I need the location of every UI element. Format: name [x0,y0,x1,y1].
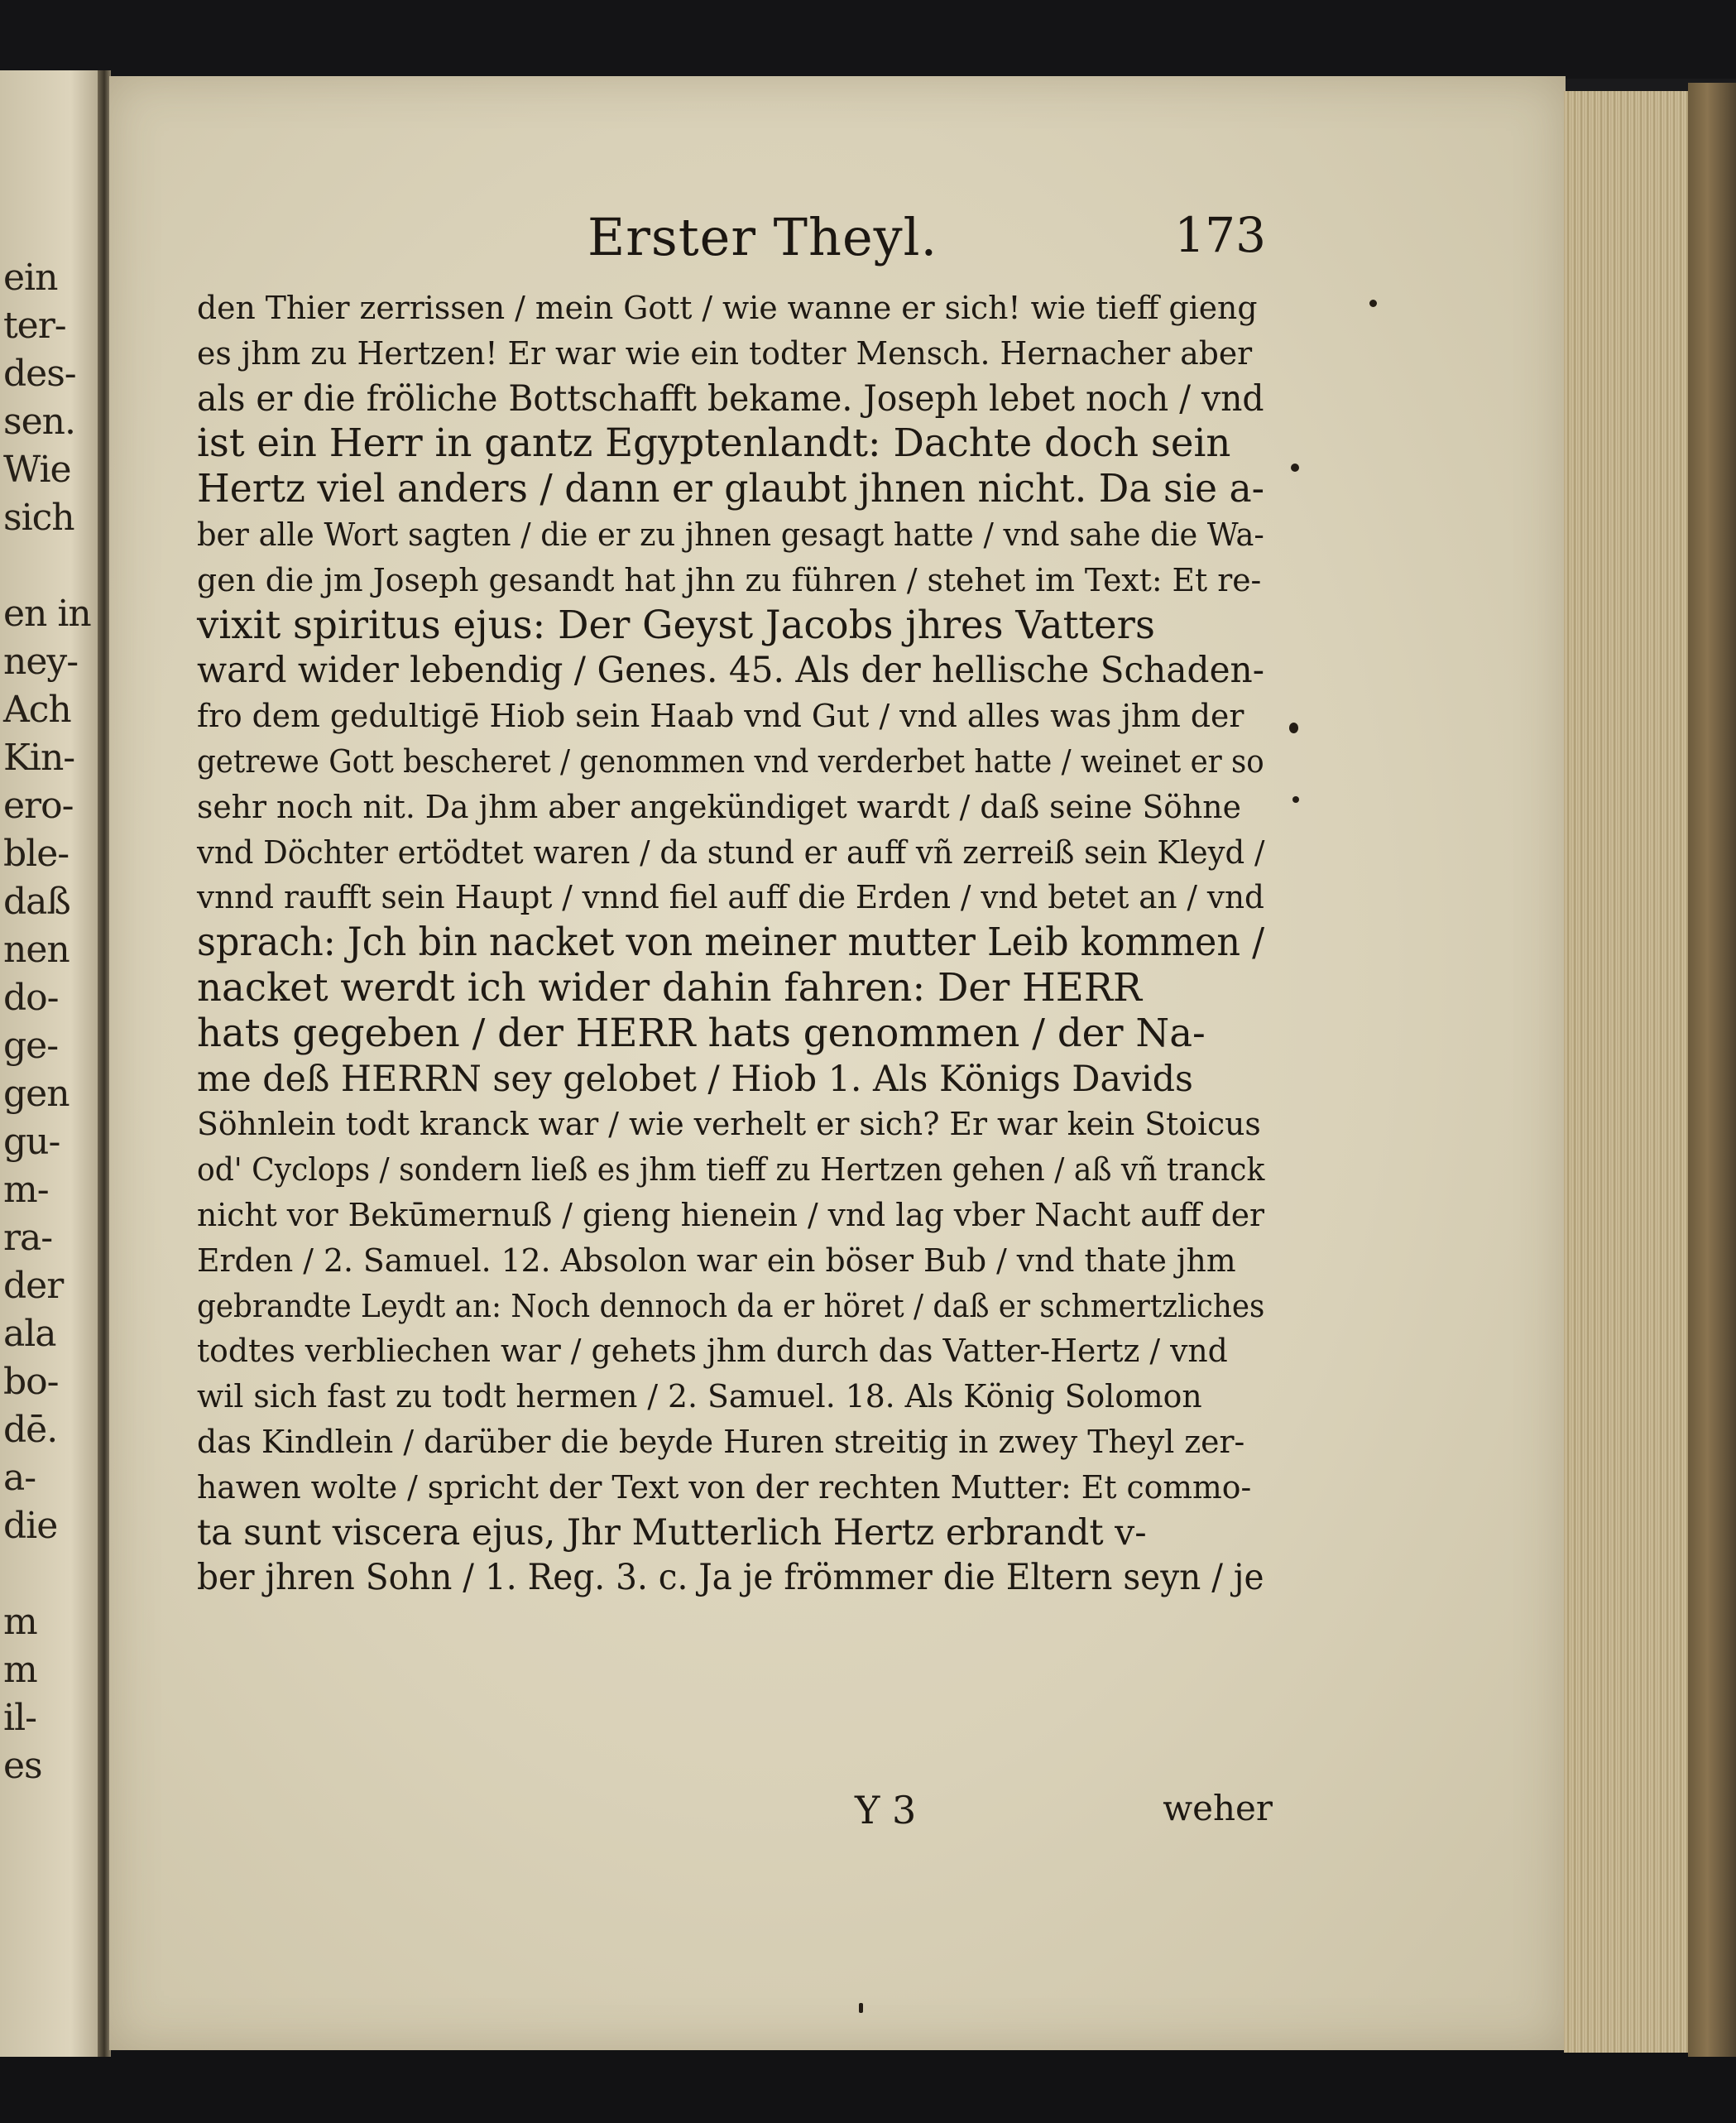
text-line: od' Cyclops / sondern ließ es jhm tieff zu Hertzen gehen / aß vñ tranck [197,1151,1265,1189]
margin-line: ge- [3,1025,59,1067]
page-header [199,207,1266,273]
page-number: 173 [1174,207,1266,263]
page-footer [197,1788,1273,1846]
margin-line: m- [3,1169,49,1211]
ink-speck [1289,723,1298,733]
text-line: gebrandte Leydt an: Noch dennoch da er höret / daß er schmertzliches [197,1287,1265,1324]
text-line: ber jhren Sohn / 1. Reg. 3. c. Ja je frömmer die Eltern seyn / je [197,1557,1264,1599]
text-line: Erden / 2. Samuel. 12. Absolon war ein böser Bub / vnd thate jhm [197,1242,1236,1279]
ink-speck [1369,300,1377,307]
margin-line: dē. [3,1409,58,1451]
margin-line: gen [3,1073,70,1115]
page-body [197,286,1273,1601]
margin-line: do- [3,977,59,1019]
margin-line: ero- [3,785,74,827]
margin-line: Ach [3,689,71,731]
margin-line: ein [3,257,58,299]
text-line: gen die jm Joseph gesandt hat jhn zu führen / stehet im Text: Et re- [197,561,1262,598]
text-line: hawen wolte / spricht der Text von der rechten Mutter: Et commo- [197,1468,1252,1506]
text-line: fro dem gedultigē Hiob sein Haab vnd Gut / vnd alles was jhm der [197,698,1244,735]
page-edges [1564,91,1688,2053]
margin-line: m [3,1601,37,1643]
signature-mark: Y 3 [855,1788,917,1832]
text-line: sprach: Jch bin nacket von meiner mutter Leib kommen / [197,920,1265,966]
margin-line: en in [3,593,91,635]
text-line: getrewe Gott bescheret / genommen vnd verderbet hatte / weinet er so [197,742,1264,780]
margin-line: des- [3,353,76,395]
text-line: hats gegeben / der HERR hats genommen / der Na- [197,1010,1206,1056]
margin-line: es [3,1745,42,1787]
margin-line: bo- [3,1361,59,1403]
ink-speck [1291,464,1299,472]
text-line: sehr noch nit. Da jhm aber angekündiget wardt / daß seine Söhne [197,788,1241,825]
margin-line: nen [3,929,70,971]
text-line: vnd Döchter ertödtet waren / da stund er auff vñ zerreiß sein Kleyd / [197,833,1265,871]
text-line: vnnd raufft sein Haupt / vnnd fiel auff die Erden / vnd betet an / vnd [197,879,1264,916]
text-line: ist ein Herr in gantz Egyptenlandt: Dachte doch sein [197,420,1231,467]
text-line: als er die fröliche Bottschafft bekame. Joseph lebet noch / vnd [197,377,1264,420]
previous-page-fragment [0,70,101,2057]
margin-line: ra- [3,1217,53,1259]
text-line: ward wider lebendig / Genes. 45. Als der hellische Schaden- [197,650,1264,692]
margin-line: m [3,1649,37,1691]
top-background [0,0,1736,79]
margin-line: ter- [3,305,66,347]
margin-line: daß [3,881,70,923]
margin-line: ala [3,1313,56,1355]
ink-speck [859,2003,863,2013]
text-line: es jhm zu Hertzen! Er war wie ein todter Mensch. Hernacher aber [197,334,1253,372]
margin-line: ney- [3,641,79,683]
bottom-background [0,2049,1736,2123]
catchword: weher [1163,1788,1273,1828]
margin-line: ble- [3,833,70,875]
margin-line: die [3,1505,58,1547]
text-line: ta sunt viscera ejus, Jhr Mutterlich Hertz erbrandt v- [197,1511,1147,1554]
text-line: Hertz viel anders / dann er glaubt jhnen nicht. Da sie a- [197,466,1265,512]
margin-line: der [3,1265,64,1307]
margin-line: sich [3,497,74,539]
margin-line: Kin- [3,737,75,779]
text-line: Söhnlein todt kranck war / wie verhelt er sich? Er war kein Stoicus [197,1106,1261,1143]
margin-line: il- [3,1697,37,1739]
margin-line: gu- [3,1121,60,1163]
text-line: den Thier zerrissen / mein Gott / wie wanne er sich! wie tieff gieng [197,290,1258,326]
margin-line: sen. [3,401,75,443]
ink-speck [1292,796,1299,803]
text-line: todtes verbliechen war / gehets jhm durch das Vatter-Hertz / vnd [197,1333,1228,1370]
text-line: vixit spiritus ejus: Der Geyst Jacobs jhres Vatters [197,602,1155,648]
margin-line: Wie [3,449,71,491]
cover-edge [1688,83,1736,2057]
running-head: Erster Theyl. [587,207,938,267]
text-line: nacket werdt ich wider dahin fahren: Der HERR [197,964,1143,1011]
text-line: das Kindlein / darüber die beyde Huren streitig in zwey Theyl zer- [197,1423,1245,1460]
text-line: nicht vor Bekūmernuß / gieng hienein / vnd lag vber Nacht auff der [197,1196,1265,1233]
text-line: ber alle Wort sagten / die er zu jhnen gesagt hatte / vnd sahe die Wa- [197,516,1264,553]
margin-line: a- [3,1457,36,1499]
text-line: me deß HERRN sey gelobet / Hiob 1. Als Königs Davids [197,1058,1193,1100]
text-line: wil sich fast zu todt hermen / 2. Samuel. 18. Als König Solomon [197,1378,1202,1415]
